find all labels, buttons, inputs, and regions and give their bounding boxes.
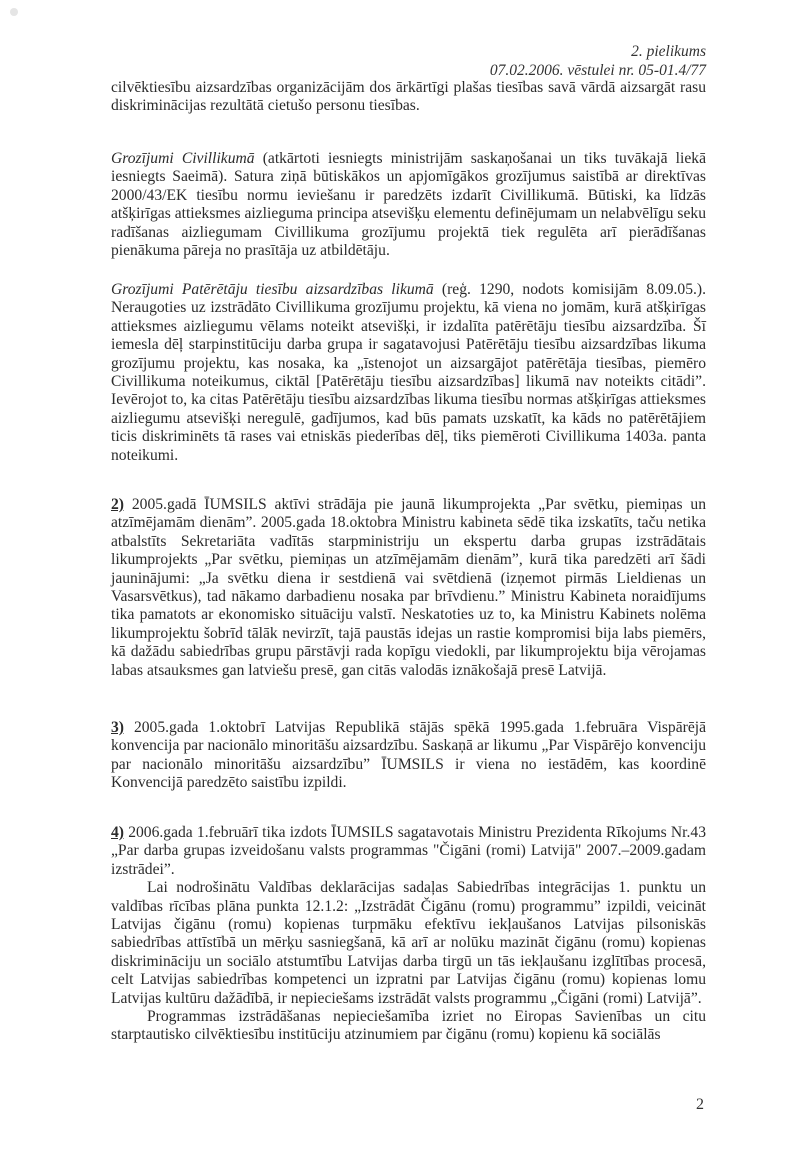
item-number: 2) [111, 496, 124, 513]
paragraph-item-4: 4) 2006.gada 1.februārī tika izdots ĪUMSILS sagatavotais Ministru Prezidenta Rīkojums Nr.43 „Par darba grupas izveidošanu valsts programmas "Čigāni (romi) Latvijā" 2007.–2009.gadam izstrādei”. Lai nodrošinātu Valdības deklarācijas sadaļas Sabiedrības integrācijas 1. punktu un valdības rīcības plāna punkta 12.1.2: „Izstrādāt Čigānu (romu) programmu” izpildi, veicināt Latvijas čigānu (romu) kopienas turpmāku efektīvu iekļaušanos Latvijas pilsoniskās sabiedrības attīstībā un mērķu sasniegšanā, kā arī ar nolūku mazināt čigānu (romu) kopienas diskrimināciju un sociālo atstumtību Latvijas darba tirgū un tās iekļaušanu izglītības procesā, celt Latvijas sabiedrības kompetenci un izpratni par Latvijas čigānu (romu) kopienas lomu Latvijas kultūru dažādībā, ir nepieciešams izstrādāt valsts programmu „Čigāni (romi) Latvijā”. Programmas izstrādāšanas nepieciešamība izriet no Eiropas Savienības un citu starptautisko cilvēktiesību institūciju atzinumiem par čigānu (romu) kopienu kā sociālās [111, 824, 706, 1044]
annex-label: 2. pielikums [631, 43, 706, 60]
page-number: 2 [696, 1096, 704, 1113]
item-number: 4) [111, 824, 124, 841]
section-title: Grozījumi Patērētāju tiesību aizsardzības likumā [111, 281, 434, 298]
paragraph-roma-programme: Lai nodrošinātu Valdības deklarācijas sadaļas Sabiedrības integrācijas 1. punktu un valdības rīcības plāna punkta 12.1.2: „Izstrādāt Čigānu (romu) programmu” izpildi, veicināt Latvijas čigānu (romu) kopienas turpmāku efektīvu iekļaušanos Latvijas pilsoniskās sabiedrības attīstībā un mērķu sasniegšanā, kā arī ar nolūku mazināt čigānu (romu) kopienas diskrimināciju un sociālo atstumtību Latvijas darba tirgū un tās iekļaušanu izglītības procesā, celt Latvijas sabiedrības kompetenci un izpratni par Latvijas čigānu (romu) kopienas lomu Latvijas kultūru dažādībā, ir nepieciešams izstrādāt valsts programmu „Čigāni (romi) Latvijā”. [111, 879, 706, 1007]
paragraph-programme-necessity: Programmas izstrādāšanas nepieciešamība izriet no Eiropas Savienības un citu starptautisko cilvēktiesību institūciju atzinumiem par čigānu (romu) kopienu kā sociālās [111, 1008, 706, 1044]
paragraph-continuation: cilvēktiesību aizsardzības organizācijām dos ārkārtīgi plašas tiesības savā vārdā aizsargāt rasu diskriminācijas rezultātā cietušo personu tiesības. [111, 79, 706, 115]
paragraph-item-3: 3) 2005.gada 1.oktobrī Latvijas Republikā stājās spēkā 1995.gada 1.februāra Vispārējā konvencija par nacionālo minoritāšu aizsardzību. Saskaņā ar likumu „Par Vispārējo konvenciju par nacionālo minoritāšu aizsardzību” ĪUMSILS ir viena no iestādēm, kas koordinē Konvencijā paredzēto saistību izpildi. [111, 719, 706, 792]
paragraph-civil-law-amendments: Grozījumi Civillikumā (atkārtoti iesniegts ministrijām saskaņošanai un tiks tuvākajā liekā iesniegts Saeimā). Satura ziņā būtiskākos un apjomīgākos grozījumus saistībā ar direktīvas 2000/43/EK tiesību normu ieviešanu ir paredzēts izdarīt Civillikumā. Būtiski, ka līdzās atšķirīgas attieksmes aizlieguma principa atsevišķu elementu definējumam un nelabvēlīgu seku radīšanas aizliegumam Civillikuma grozījumu projektā tiek regulēta arī pierādīšanas pienākuma pāreja no prasītāja uz atbildētāju. [111, 150, 706, 260]
section-title: Grozījumi Civillikumā [111, 150, 255, 167]
paragraph-consumer-law-amendments: Grozījumi Patērētāju tiesību aizsardzības likumā (reģ. 1290, nodots komisijām 8.09.05.). Neraugoties uz izstrādāto Civillikuma grozījumu projektu, kā viena no jomām, kurā atšķirīgas attieksmes aizliegumu vēlams noteikt atsevišķi, ir izdalīta patērētāju tiesību aizsardzība. Šī iemesla dēļ starpinstitūciju darba grupa ir sagatavojusi Patērētāju tiesību aizsardzības likuma grozījumu projektu, kas nosaka, ka „īstenojot un aizsargājot patērētāja tiesības, piemēro Civillikuma noteikumus, ciktāl [Patērētāju tiesību aizsardzības] likumā nav noteikts citādi”. Ievērojot to, ka citas Patērētāju tiesību aizsardzības likuma tiesību normas atšķirīgas attieksmes aizliegumu atsevišķi neregulē, gadījumos, kad būs pamats uzskatīt, ka kāds no patērētājiem ticis diskriminēts tā rases vai etniskās piederības dēļ, tiks piemēroti Civillikuma 1403a. panta noteikumi. [111, 281, 706, 464]
letter-reference: 07.02.2006. vēstulei nr. 05-01.4/77 [489, 62, 706, 79]
paragraph-item-2: 2) 2005.gadā ĪUMSILS aktīvi strādāja pie jaunā likumprojekta „Par svētku, piemiņas un atzīmējamām dienām”. 2005.gada 18.oktobra Ministru kabineta sēdē tika izskatīts, taču netika atbalstīts Sekretariāta vadītās starpministriju un ekspertu darba grupas izstrādātais likumprojekts „Par svētku, piemiņas un atzīmējamām dienām”, kurā tika paredzēti arī šādi jauninājumi: „Ja svētku diena ir sestdienā vai svētdienā (izņemot pirmās Lieldienas un Vasarsvētkus), tad nākamo darbadienu nosaka par brīvdienu.” Ministru Kabineta noraidījums tika pamatots ar ekonomisko situāciju valstī. Neskatoties uz to, ka Ministru Kabinets nolēma likumprojektu šobrīd tālāk nevirzīt, tajā paustās idejas un rastie kompromisi bija labs piemērs, kā dažādu sabiedrības grupu pārstāvji rada kopīgu viedokli, par likumprojektu bija vērojamas labas atsauksmes gan latviešu presē, gan citās valodās iznākošajā presē Latvijā. [111, 496, 706, 679]
scan-artifact [10, 8, 18, 16]
item-number: 3) [111, 719, 124, 736]
